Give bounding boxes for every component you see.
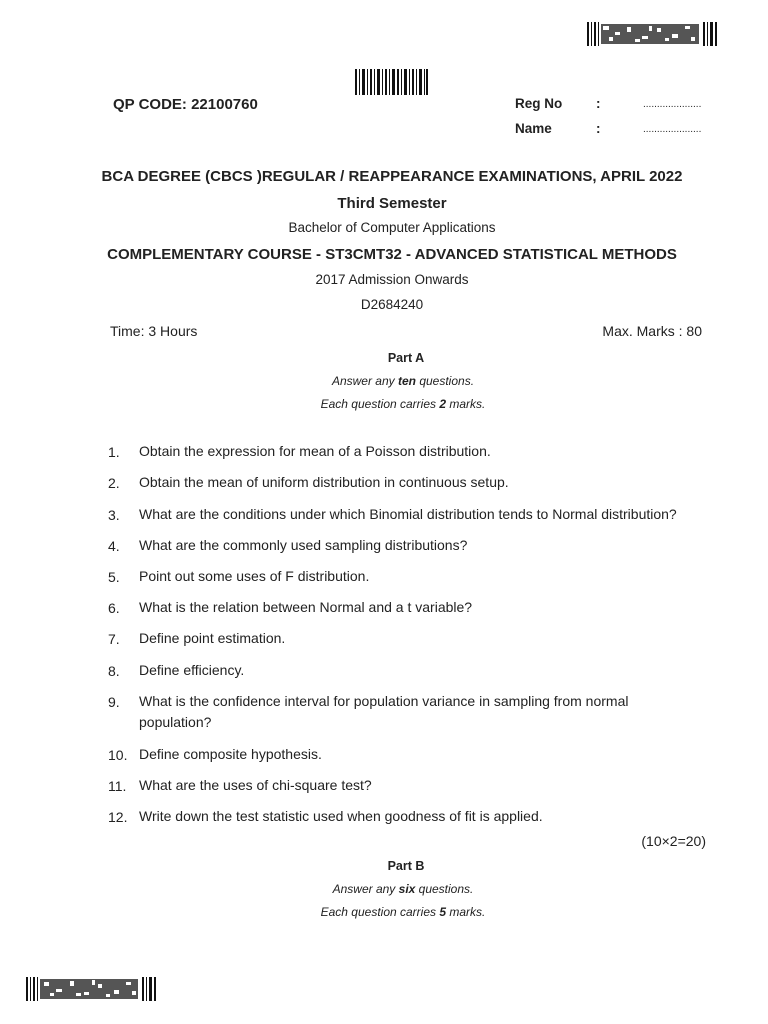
part-a-count: ten [397, 374, 416, 388]
part-b-count: six [398, 882, 416, 896]
barcode-bottom-left-icon [26, 977, 157, 1001]
part-a-marks: 2 [439, 397, 447, 411]
name-label: Name [515, 121, 552, 136]
name-colon: : [596, 121, 601, 136]
question-text: Write down the test statistic used when goodness of fit is applied. [139, 808, 543, 824]
name-blank: ..................... [643, 124, 702, 135]
part-b-marks: 5 [439, 905, 447, 919]
question-text: Obtain the expression for mean of a Poisson distribution. [139, 443, 491, 459]
qp-code: QP CODE: 22100760 [113, 96, 258, 113]
question-number: 1. [108, 444, 120, 460]
part-a-marks-note: Each question carries 2 marks. [320, 397, 486, 411]
question-text: Define point estimation. [139, 630, 286, 646]
question-text: Define efficiency. [139, 662, 245, 678]
question-number: 10. [108, 747, 128, 763]
part-b-marks-note: Each question carries 5 marks. [320, 905, 486, 919]
question-number: 7. [108, 631, 120, 647]
question-number: 3. [108, 507, 120, 523]
time-allowed: Time: 3 Hours [110, 323, 198, 339]
reg-no-blank: ..................... [643, 99, 702, 110]
question-number: 8. [108, 663, 120, 679]
reg-no-colon: : [596, 96, 601, 111]
course-title: COMPLEMENTARY COURSE - ST3CMT32 - ADVANCED STATISTICAL METHODS [107, 246, 677, 263]
question-text: What are the conditions under which Binomial distribution tends to Normal distribution? [139, 506, 677, 522]
barcode-top-right-icon [587, 22, 718, 46]
question-number: 2. [108, 475, 120, 491]
part-a-instruction: Answer any ten questions. [331, 374, 475, 388]
question-number: 5. [108, 569, 120, 585]
part-b-instruction: Answer any six questions. [332, 882, 474, 896]
question-number: 4. [108, 538, 120, 554]
part-a-score: (10×2=20) [641, 833, 706, 849]
reg-no-label: Reg No [515, 96, 563, 111]
question-text: What is the relation between Normal and a t variable? [139, 599, 473, 615]
question-number: 11. [108, 778, 127, 794]
paper-code: D2684240 [360, 297, 424, 312]
question-text: Point out some uses of F distribution. [139, 568, 370, 584]
part-b-title: Part B [387, 859, 425, 873]
question-text: What is the confidence interval for population variance in sampling from normal population? [139, 693, 629, 730]
question-text: Define composite hypothesis. [139, 746, 322, 762]
part-a-title: Part A [387, 351, 425, 365]
question-text: What are the commonly used sampling distributions? [139, 537, 468, 553]
semester: Third Semester [337, 195, 447, 212]
question-number: 12. [108, 809, 128, 825]
max-marks: Max. Marks : 80 [602, 323, 702, 339]
question-number: 6. [108, 600, 120, 616]
question-text: What are the uses of chi-square test? [139, 777, 372, 793]
admission: 2017 Admission Onwards [315, 272, 469, 287]
exam-title: BCA DEGREE (CBCS )REGULAR / REAPPEARANCE EXAMINATIONS, APRIL 2022 [101, 168, 683, 185]
barcode-center-icon [355, 69, 428, 95]
programme: Bachelor of Computer Applications [288, 220, 496, 235]
question-text: Obtain the mean of uniform distribution in continuous setup. [139, 474, 509, 490]
question-number: 9. [108, 694, 120, 710]
